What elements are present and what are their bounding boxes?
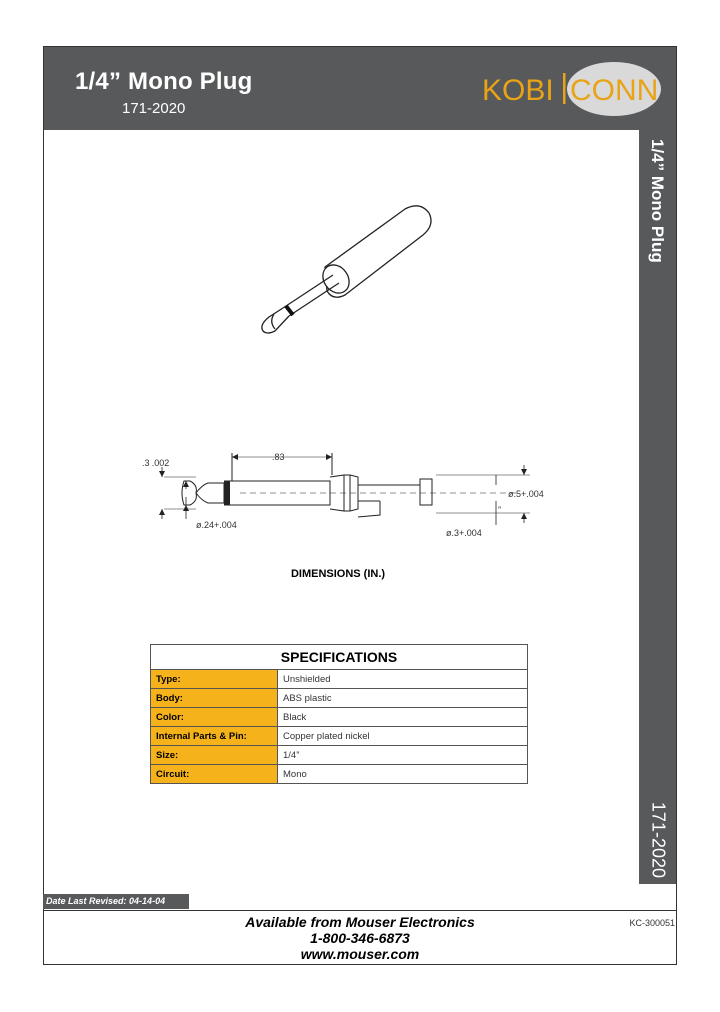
spec-value: 1/4”: [278, 746, 528, 765]
table-row: [151, 746, 528, 765]
specifications-heading: SPECIFICATIONS: [151, 645, 528, 670]
dimensions-caption: DIMENSIONS (IN.): [290, 568, 386, 580]
spec-value: Black: [278, 708, 528, 727]
dimension-drawing: [140, 445, 560, 545]
doc-code: KC-300051: [629, 918, 675, 928]
label-tip-dim: .3 .002: [142, 458, 170, 468]
date-revised: [43, 894, 189, 909]
spec-value: Copper plated nickel: [278, 727, 528, 746]
spec-value: ABS plastic: [278, 689, 528, 708]
date-revised-value: 04-14-04: [129, 896, 166, 906]
table-row: [151, 765, 528, 784]
part-number: 171-2020: [122, 100, 186, 117]
spec-value: Mono: [278, 765, 528, 784]
sidebar-title: 1/4” Mono Plug: [648, 139, 667, 263]
page-title: 1/4” Mono Plug: [75, 68, 253, 95]
spec-label: Circuit:: [151, 765, 278, 784]
label-inner-dia: ø.3+.004: [446, 528, 482, 538]
label-shaft-dia: ø.24+.004: [196, 520, 237, 530]
logo-text-kobi: KOBI: [482, 74, 554, 107]
spec-value: Unshielded: [278, 670, 528, 689]
spec-label: Type:: [151, 670, 278, 689]
plug-illustration: [245, 195, 455, 340]
table-row: [151, 727, 528, 746]
footer-availability: Available from Mouser Electronics: [245, 914, 475, 930]
kobiconn-logo: [478, 62, 662, 116]
label-quote-mark: ”: [498, 505, 501, 515]
label-body-dia: ø.5+.004: [508, 489, 544, 499]
spec-label: Internal Parts & Pin:: [151, 727, 278, 746]
footer-website[interactable]: www.mouser.com: [300, 946, 420, 962]
footer-divider: [43, 910, 677, 911]
spec-label: Body:: [151, 689, 278, 708]
sidebar-part-number: 171-2020: [648, 801, 669, 878]
table-row: [151, 670, 528, 689]
date-revised-label: Date Last Revised:: [46, 896, 127, 906]
spec-label: Size:: [151, 746, 278, 765]
logo-text-conn: CONN: [570, 74, 659, 107]
spec-label: Color:: [151, 708, 278, 727]
specifications-table: [150, 644, 528, 784]
table-row: [151, 689, 528, 708]
label-length: .83: [272, 452, 285, 462]
table-row: [151, 708, 528, 727]
footer-phone: 1-800-346-6873: [310, 930, 410, 946]
